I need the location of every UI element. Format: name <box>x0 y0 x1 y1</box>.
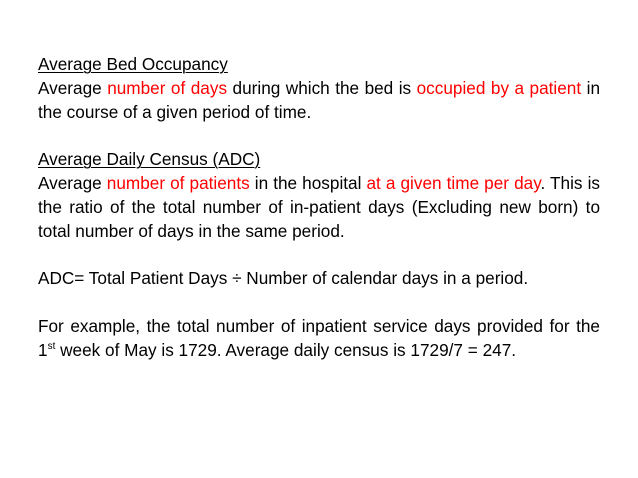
example-text-1: For example, the total number of inpatient service days provided for the 1 <box>38 315 600 360</box>
example-text-2: week of May is 1729. Average daily census is 1729/7 = 247. <box>55 339 517 360</box>
slide-content <box>38 53 600 362</box>
daily-census-highlight-patients: number of patients <box>106 172 250 193</box>
daily-census-heading: Average Daily Census (ADC) <box>38 149 261 170</box>
bed-occupancy-heading: Average Bed Occupancy <box>38 54 228 74</box>
bed-occupancy-definition <box>38 77 600 125</box>
adc-formula: ADC= Total Patient Days ÷ Number of calendar days in a period. <box>38 268 529 289</box>
spacer <box>38 243 600 267</box>
daily-census-text-3: . This is the ratio of the total number of in-patient days (Excluding new born) to total number of days in the same period. <box>38 172 601 241</box>
bed-occupancy-text-1: Average <box>38 77 108 98</box>
daily-census-definition <box>38 172 600 243</box>
daily-census-highlight-time: at a given time per day <box>366 172 541 193</box>
example-paragraph <box>38 315 600 363</box>
bed-occupancy-highlight-days: number of days <box>107 77 228 98</box>
bed-occupancy-text-2: during which the bed is <box>227 77 417 98</box>
example-superscript: st <box>47 340 56 352</box>
bed-occupancy-text-3: in the course of a given period of time. <box>38 77 601 122</box>
bed-occupancy-highlight-patient: occupied by a patient <box>416 77 582 98</box>
spacer <box>38 124 600 148</box>
spacer <box>38 291 600 315</box>
daily-census-text-1: Average <box>38 172 107 193</box>
daily-census-text-2: in the hospital <box>249 172 367 193</box>
